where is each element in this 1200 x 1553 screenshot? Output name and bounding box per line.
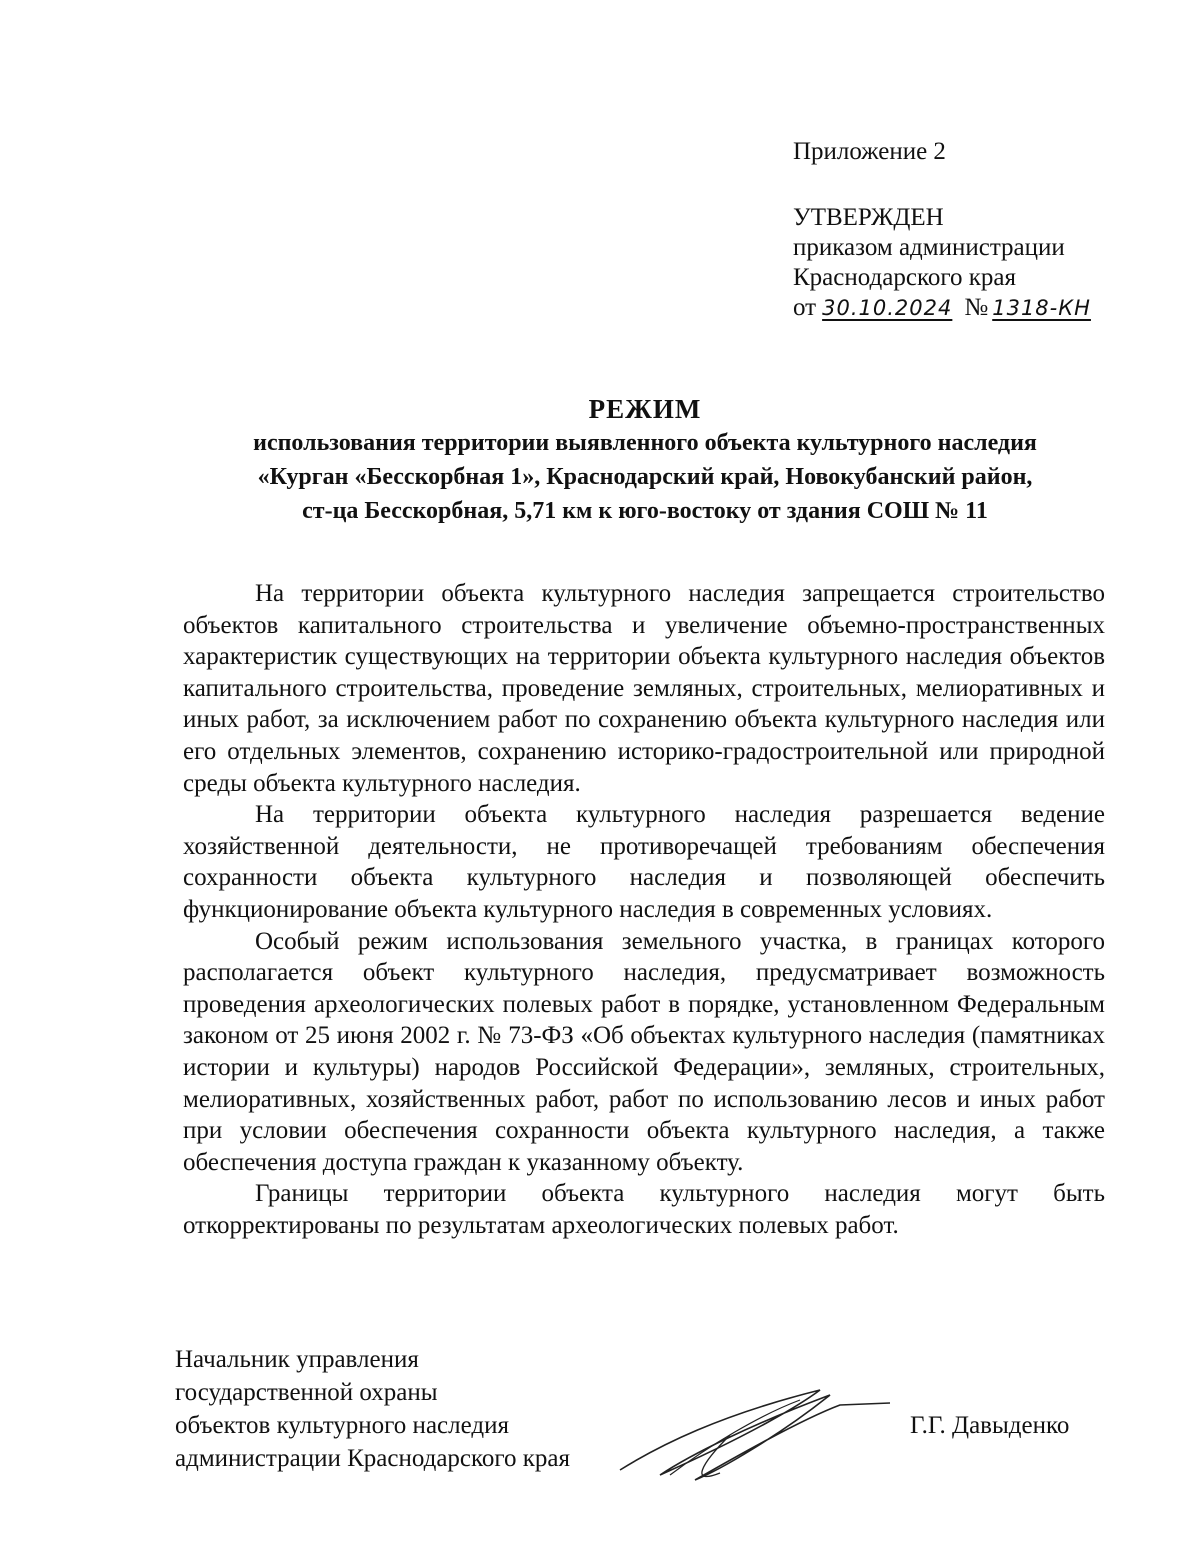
document-title [150,392,1140,528]
signatory-line-4: администрации Краснодарского края [175,1445,571,1472]
signatory-line-2: государственной охраны [175,1379,438,1406]
from-prefix: от [793,294,817,321]
title-main: РЕЖИМ [588,394,702,424]
title-line-1: использования территории выявленного объекта культурного наследия [253,430,1037,456]
signatory-title [175,1343,570,1475]
order-date: 30.10.2024 [822,296,953,320]
number-prefix: № [964,294,989,321]
approval-line-1: приказом администрации [793,234,1065,261]
paragraph-boundaries: Границы территории объекта культурного наследия могут быть откорректированы по результатам археологических полевых работ. [183,1180,1105,1239]
paragraph-prohibitions: На территории объекта культурного наследия запрещается строительство объектов капитального строительства и увеличение объемно-пространственных характеристик существующих на территории объекта культурного наследия объектов капитального строительства, проведение земляных, строительных, мелиоративных и иных работ, за исключением работ по сохранению объекта культурного наследия или его отдельных элементов, сохранению историко-градостроительной или природной среды объекта культурного наследия. [183,580,1105,797]
document-body [183,578,1105,1241]
signatory-line-3: объектов культурного наследия [175,1412,509,1439]
handwritten-signature [600,1375,900,1495]
order-number: 1318-КН [992,296,1091,320]
approval-order-line [793,293,1095,323]
paragraph-special-regime: Особый режим использования земельного участка, в границах которого располагается объект культурного наследия, предусматривает возможность проведения археологических полевых работ в порядке, установленном Федеральным законом от 25 июня 2002 г. № 73-ФЗ «Об объектах культурного наследия (памятниках истории и культуры) народов Российской Федерации», земляных, строительных, мелиоративных, хозяйственных работ, работ по использованию лесов и иных работ при условии обеспечения сохранности объекта культурного наследия, а также обеспечения доступа граждан к указанному объекту. [183,927,1105,1176]
approved-heading: УТВЕРЖДЕН [793,204,944,231]
approval-stamp [793,203,1095,323]
approval-line-2: Краснодарского края [793,264,1016,291]
paragraph-permitted-activity: На территории объекта культурного наследия разрешается ведение хозяйственной деятельности, не противоречащей требованиям обеспечения сохранности объекта культурного наследия и позволяющей обеспечить функционирование объекта культурного наследия в современных условиях. [183,801,1105,923]
appendix-label: Приложение 2 [793,138,946,165]
title-line-2: «Курган «Бесскорбная 1», Краснодарский край, Новокубанский район, [257,464,1033,490]
signatory-name: Г.Г. Давыденко [910,1412,1070,1439]
title-line-3: ст-ца Бесскорбная, 5,71 км к юго-востоку от здания СОШ № 11 [302,498,988,524]
signatory-line-1: Начальник управления [175,1346,419,1373]
